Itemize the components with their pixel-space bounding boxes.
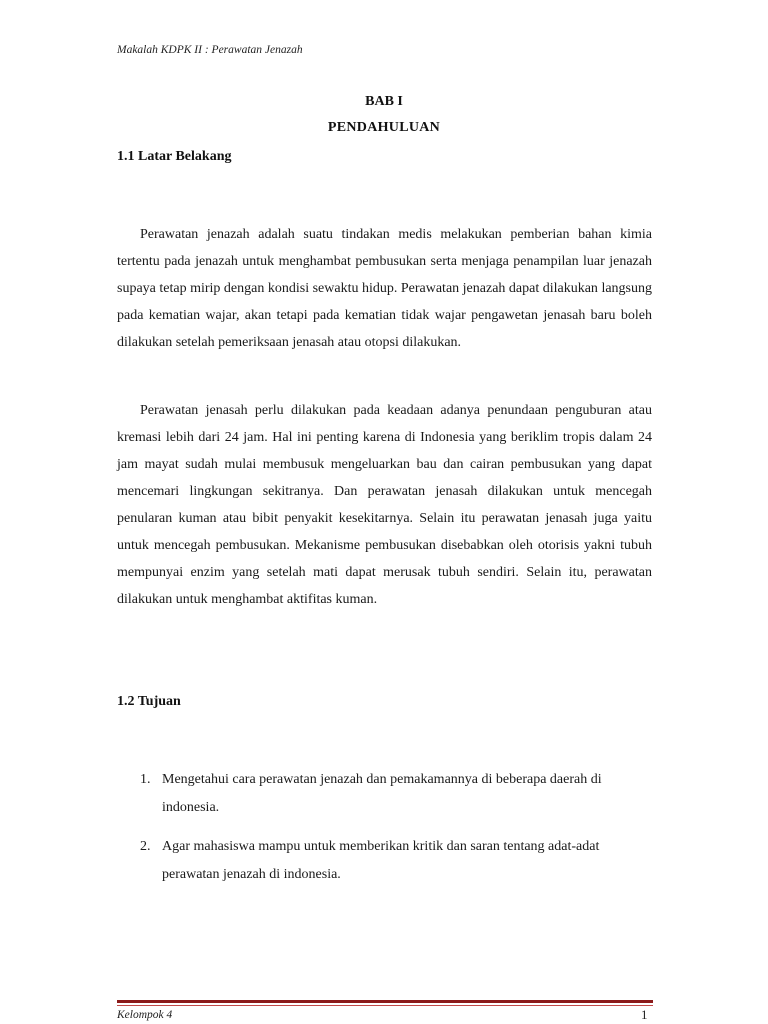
section-heading-tujuan: 1.2 Tujuan <box>117 694 181 709</box>
chapter-number: BAB I <box>365 94 403 109</box>
list-item-text: Mengetahui cara perawatan jenazah dan pemakamannya di beberapa daerah di indonesia. <box>162 772 602 815</box>
footer-rule <box>117 1000 653 1003</box>
list-item-number: 1. <box>140 772 151 787</box>
list-item <box>140 766 652 822</box>
running-header: Makalah KDPK II : Perawatan Jenazah <box>117 44 303 56</box>
footer-rule-thin <box>117 1005 653 1006</box>
footer-group-label: Kelompok 4 <box>117 1009 173 1021</box>
list-item <box>140 833 652 889</box>
list-item-number: 2. <box>140 839 151 854</box>
section-heading-latar-belakang: 1.1 Latar Belakang <box>117 149 232 164</box>
list-item-text: Agar mahasiswa mampu untuk memberikan kritik dan saran tentang adat-adat perawatan jenazah di indonesia. <box>162 839 600 882</box>
paragraph-2: Perawatan jenasah perlu dilakukan pada keadaan adanya penundaan penguburan atau kremasi lebih dari 24 jam. Hal ini penting karena di Indonesia yang beriklim tropis dalam 24 jam mayat sudah mulai membusuk mengeluarkan bau dan cairan pembusukan yang dapat mencemari lingkungan sekitranya. Dan perawatan jenasah dilakukan untuk mencegah penularan kuman atau bibit penyakit kesekitarnya. Selain itu perawatan jenasah juga yaitu untuk mencegah pembusukan. Mekanisme pembusukan disebabkan oleh otorisis yakni tubuh mempunyai enzim yang setelah mati dapat merusak tubuh sendiri. Selain itu, perawatan dilakukan untuk menghambat aktifitas kuman. <box>117 403 652 607</box>
paragraph-1: Perawatan jenazah adalah suatu tindakan medis melakukan pemberian bahan kimia tertentu pada jenazah untuk menghambat pembusukan serta menjaga penampilan luar jenazah supaya tetap mirip dengan kondisi sewaktu hidup. Perawatan jenazah dapat dilakukan langsung pada kematian wajar, akan tetapi pada kematian tidak wajar pengawetan jenasah baru boleh dilakukan setelah pemeriksaan jenasah atau otopsi dilakukan. <box>117 227 652 350</box>
chapter-title: PENDAHULUAN <box>327 120 441 135</box>
page-number: 1 <box>641 1007 648 1022</box>
